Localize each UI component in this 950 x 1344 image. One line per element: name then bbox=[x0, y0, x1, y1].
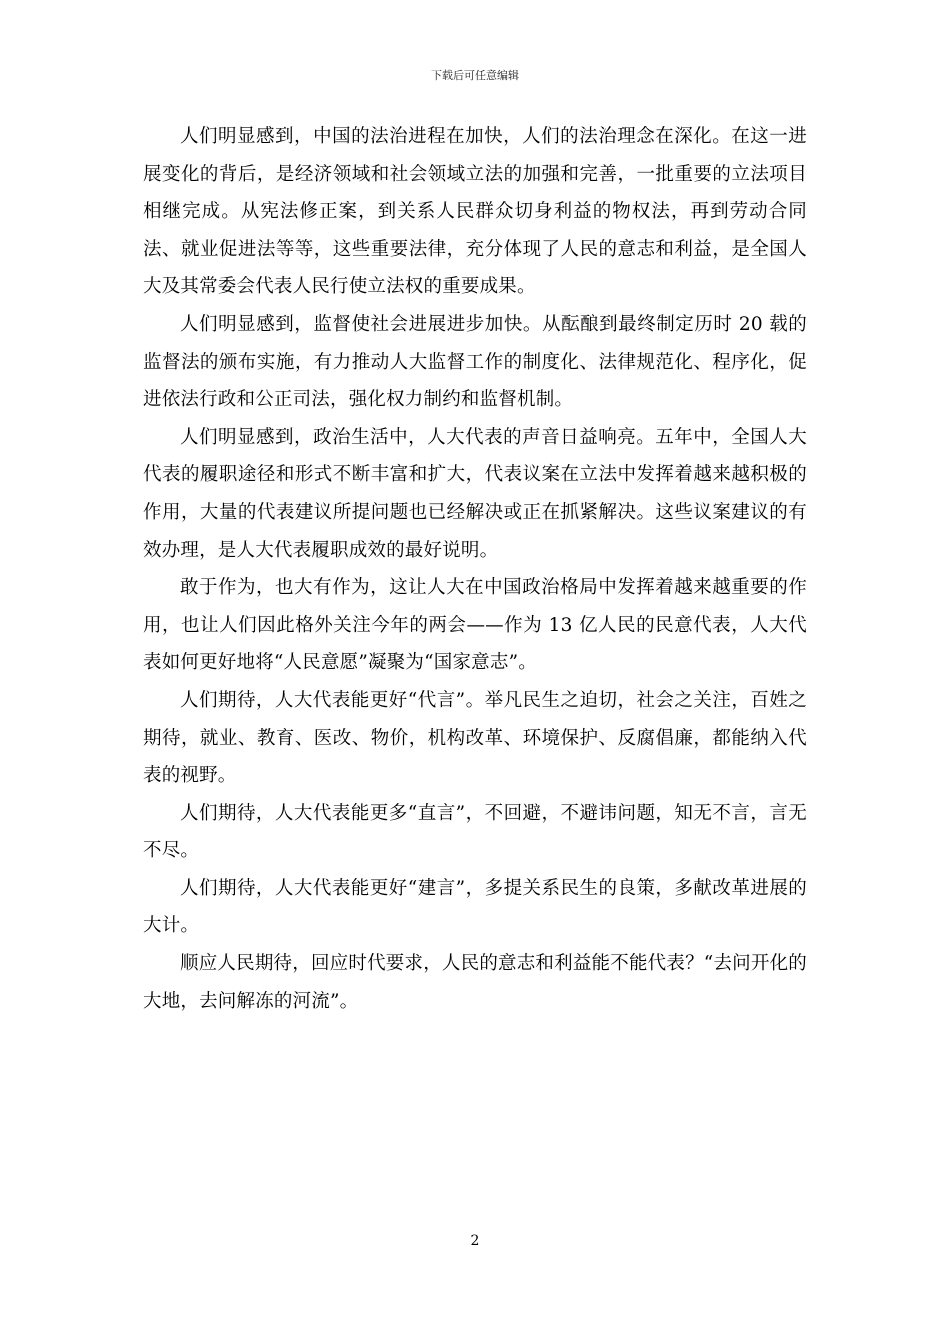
paragraph-4: 敢于作为，也大有作为，这让人大在中国政治格局中发挥着越来越重要的作用，也让人们因此格外关注今年的两会——作为 13 亿人民的民意代表，人大代表如何更好地将“人民意愿”凝聚为“国家意志”。 bbox=[143, 577, 807, 674]
paragraph-5: 人们期待，人大代表能更好“代言”。举凡民生之迫切，社会之关注，百姓之期待，就业、教育、医改、物价，机构改革、环境保护、反腐倡廉，都能纳入代表的视野。 bbox=[143, 689, 807, 787]
paragraph-6: 人们期待，人大代表能更多“直言”，不回避，不避讳问题，知无不言，言无不尽。 bbox=[143, 802, 807, 862]
paragraph-3: 人们明显感到，政治生活中，人大代表的声音日益响亮。五年中，全国人大代表的履职途径和形式不断丰富和扩大，代表议案在立法中发挥着越来越积极的作用，大量的代表建议所提问题也已经解决或正在抓紧解决。这些议案建议的有效办理，是人大代表履职成效的最好说明。 bbox=[143, 426, 807, 561]
paragraph-1: 人们明显感到，中国的法治进程在加快，人们的法治理念在深化。在这一进展变化的背后，是经济领域和社会领域立法的加强和完善，一批重要的立法项目相继完成。从宪法修正案，到关系人民群众切身利益的物权法，再到劳动合同法、就业促进法等等，这些重要法律，充分体现了人民的意志和利益，是全国人大及其常委会代表人民行使立法权的重要成果。 bbox=[143, 126, 807, 298]
paragraph-2: 人们明显感到，监督使社会进展进步加快。从酝酿到最终制定历时 20 载的监督法的颁布实施，有力推动人大监督工作的制度化、法律规范化、程序化，促进依法行政和公正司法，强化权力制约和监督机制。 bbox=[143, 313, 807, 411]
page-number: 2 bbox=[470, 1233, 480, 1249]
paragraph-8: 顺应人民期待，回应时代要求，人民的意志和利益能不能代表？“去问开化的大地，去问解冻的河流”。 bbox=[143, 953, 807, 1012]
document-body bbox=[143, 118, 807, 1020]
paragraph-7: 人们期待，人大代表能更好“建言”，多提关系民生的良策，多献改革进展的大计。 bbox=[143, 877, 807, 937]
page-header: 下载后可任意编辑 bbox=[431, 69, 519, 82]
